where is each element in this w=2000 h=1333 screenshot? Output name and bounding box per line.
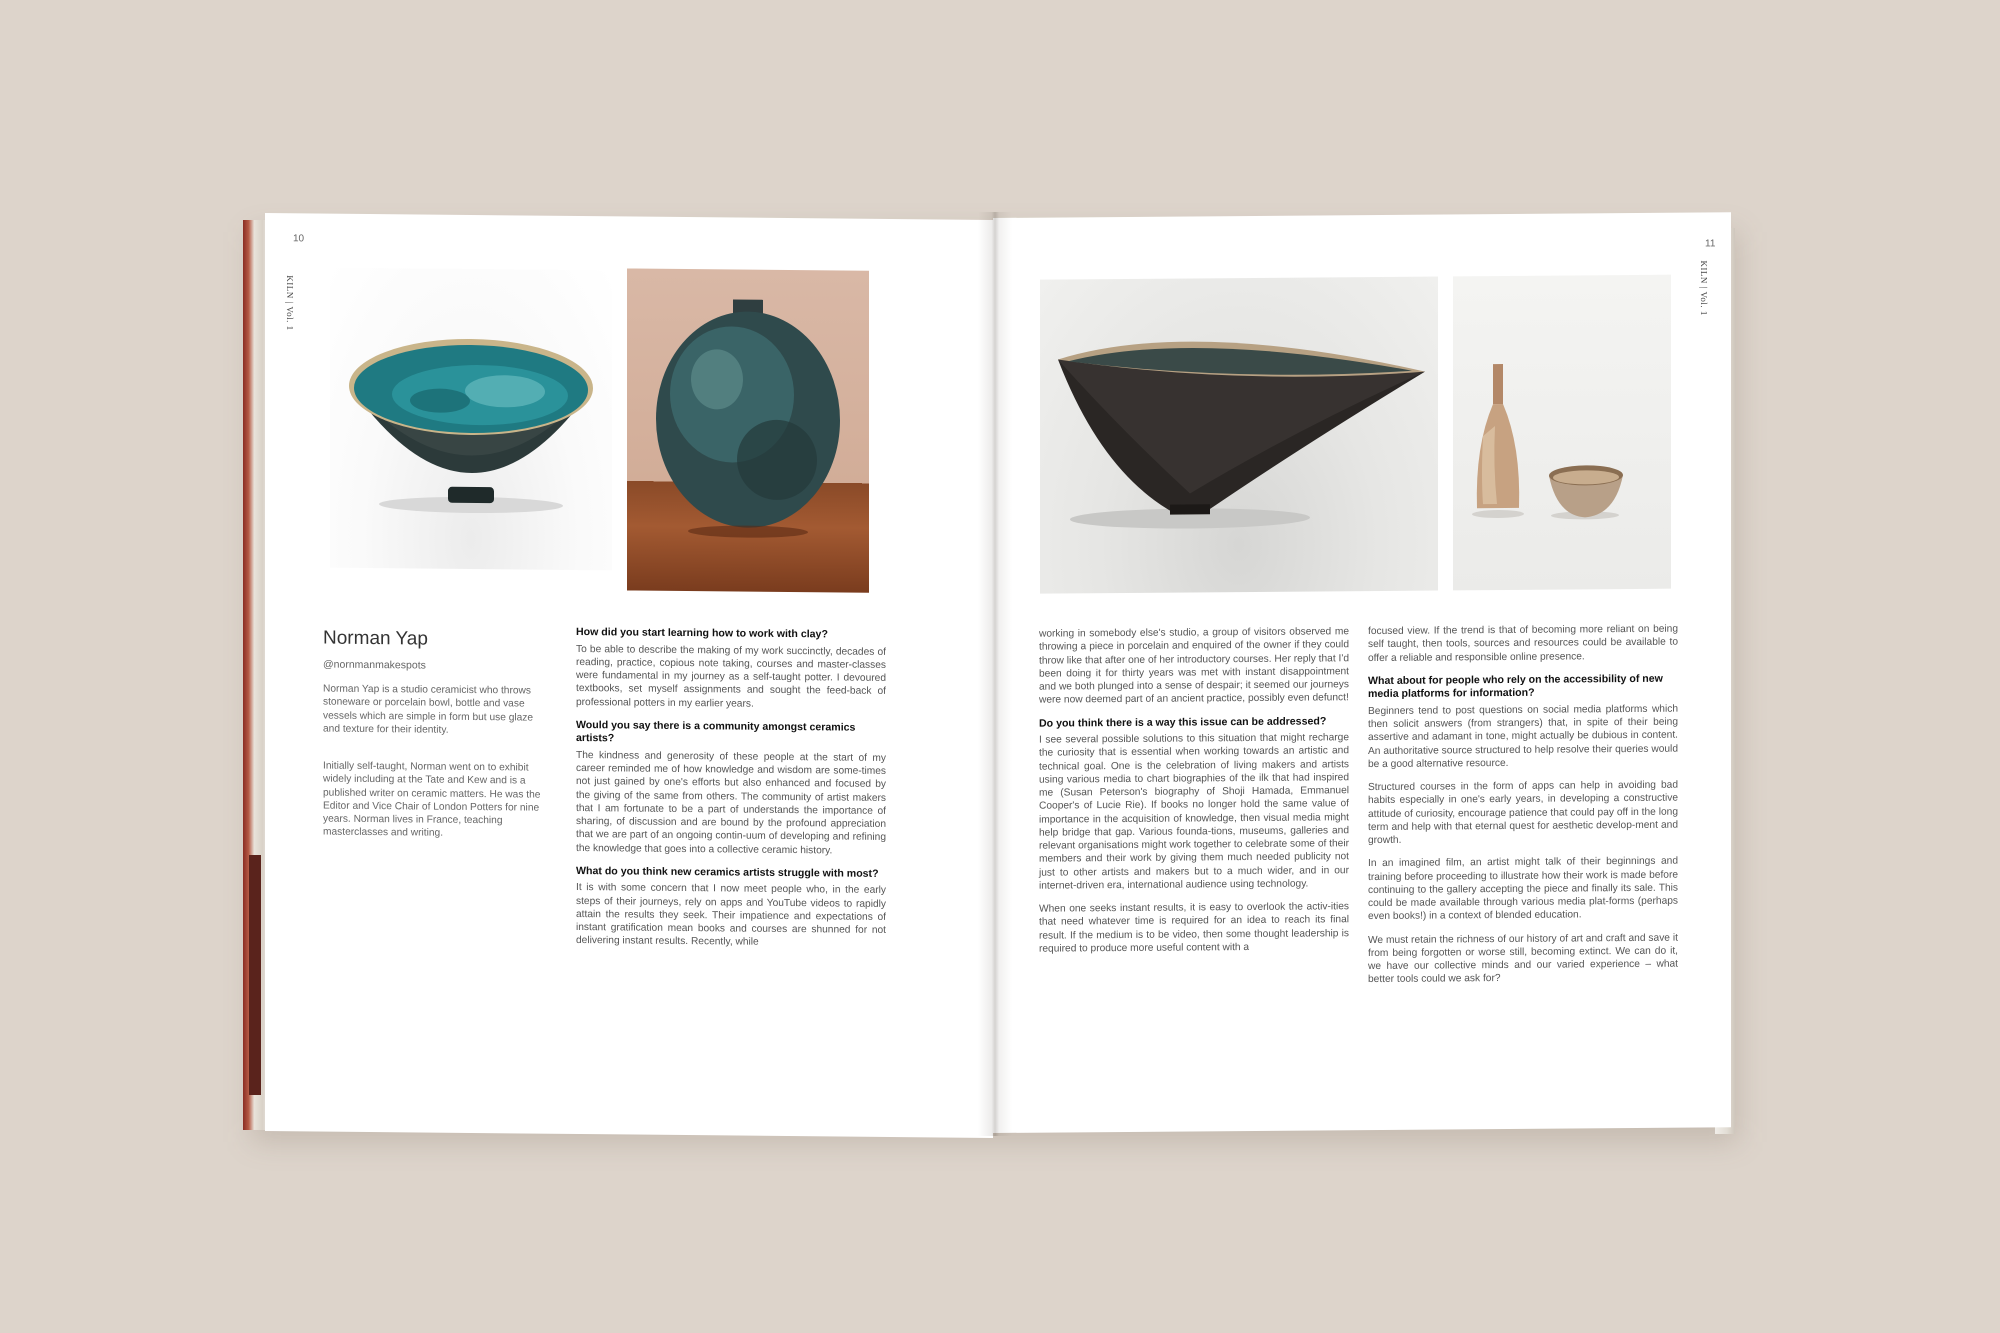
question-heading: How did you start learning how to work with clay? [576, 625, 828, 641]
page-number-right: 11 [1705, 238, 1716, 250]
right-page [993, 212, 1731, 1133]
question-heading: Do you think there is a way this issue can be addressed? [1039, 714, 1327, 730]
running-head-left: KILN | Vol. 1 [285, 275, 295, 331]
artist-name: Norman Yap [323, 627, 428, 650]
running-head-right: KILN | Vol. 1 [1699, 260, 1709, 316]
artist-bio-paragraph-1: Norman Yap is a studio ceramicist who throws stoneware or porcelain bowl, bottle and vase vessels which are simple in form but use glaze and texture for their identity. [323, 683, 534, 736]
answer-paragraph: In an imagined film, an artist might talk of their beginnings and training before proceeding to illustrate how their work is made before continuing to the gallery accepting the piece and finally its sale. This could be made available through various media plat-forms (perhaps even books!) in a context of blended education. [1368, 855, 1678, 923]
answer-paragraph: working in somebody else's studio, a group of visitors observed me throwing a piece in porcelain and enquired of the owner if they could throw like that after one of her introductory courses. Her reply that I'd been doing it for thirty years was met with instant disappointment and we both plunged into a sense of despair; it seemed our journeys were now deemed part of an ancient practice, possibly even defunct! [1039, 626, 1349, 706]
answer-paragraph: I see several possible solutions to this situation that might recharge the curiosity that is essential when working towards an artistic and technical goal. One is the celebration of living makers and artists using various media to chart biographies of the ilk that had inspired me (Susan Peterson's biography of Shoji Hamada, Emmanuel Cooper's of Lucie Rie). If books no longer hold the same value of importance in the acquisition of knowledge, then visual media might help bridge that gap. Various founda-tions, museums, galleries and relevant organisations might work together to celebrate some of their members and their work by giving them much needed publicity not just to other artists and makers but to a much wider, and in our internet-driven era, international audience using technology. [1039, 732, 1349, 892]
photo-round-vase [627, 268, 869, 592]
photo-dark-conical-bowl [1040, 277, 1438, 594]
answer-paragraph: To be able to describe the making of my work succinctly, decades of reading, practice, copious note taking, courses and master-classes were fundamental in my journey as a self-taught potter. I devoured textbooks, set myself assignments and sought the feed-back of professional potters in my earlier years. [576, 643, 886, 710]
artist-bio-paragraph-2: Initially self-taught, Norman went on to exhibit widely including at the Tate and Kew and is a published writer on ceramic matters. He was the Editor and Vice Chair of London Potters for nine years. Norman lives in France, teaching masterclasses and writing. [323, 760, 541, 840]
photo-bottle-and-small-bowl [1453, 275, 1671, 591]
photo-turquoise-bowl [330, 268, 612, 571]
artist-handle: @nornmanmakespots [323, 658, 426, 672]
answer-paragraph: The kindness and generosity of these people at the start of my career reminded me of how knowledge and wisdom are some-times not just gained by one's efforts but also enhanced and focused by the giving of the same from others. The community of artist makers that I am fortunate to be a part of understands the importance of sharing, of discussion and are bound by the profound appreciation that we are part of an ongoing contin-uum of developing and refining the knowledge that goes into a collective ceramic history. [576, 749, 886, 856]
interview-column-middle [1039, 625, 1349, 965]
answer-paragraph: When one seeks instant results, it is easy to overlook the activ-ities that need whatever time is required for an idea to reach its final result. If the medium is to be video, then some thought leadership is required to produce more useful content with a [1039, 901, 1349, 955]
page-number-left: 10 [293, 233, 305, 245]
answer-paragraph: We must retain the richness of our history of art and craft and save it from being forgotten or worse still, becoming extinct. We can do it, we have our collective minds and our varied experience – what better tools could we ask for? [1368, 932, 1678, 986]
interview-column-left [576, 626, 886, 960]
left-page [265, 213, 993, 1138]
interview-column-right [1368, 623, 1678, 997]
question-heading: Would you say there is a community amongst ceramics artists? [576, 718, 856, 745]
answer-paragraph: It is with some concern that I now meet people who, in the early steps of their journeys, rely on apps and YouTube videos to rapidly attain the results they seek. Their impatience and expectations of instant gratification mean books and courses are shunned for not delivering instant results. Recently, while [576, 882, 886, 948]
answer-paragraph: Beginners tend to post questions on social media platforms which then solicit answers (from strangers) that, in spite of their being assertive and adamant in tone, might actually be dubious in content. An authoritative source structured to help resolve their queries would be a good alternative resource. [1368, 703, 1678, 770]
question-heading: What about for people who rely on the accessibility of new media platforms for information? [1368, 672, 1663, 701]
answer-paragraph: Structured courses in the form of apps can help in avoiding bad habits especially in one's early years, in developing a constructive attitude of curiosity, encourage patience that could pay off in the long term and help with that eternal quest for aesthetic develop-ment and growth. [1368, 779, 1678, 847]
cover-band [249, 855, 261, 1095]
question-heading: What do you think new ceramics artists struggle with most? [576, 864, 879, 880]
answer-paragraph: focused view. If the trend is that of becoming more reliant on being self taught, then tools, sources and resources could be available to offer a reliable and responsible online presence. [1368, 623, 1678, 664]
